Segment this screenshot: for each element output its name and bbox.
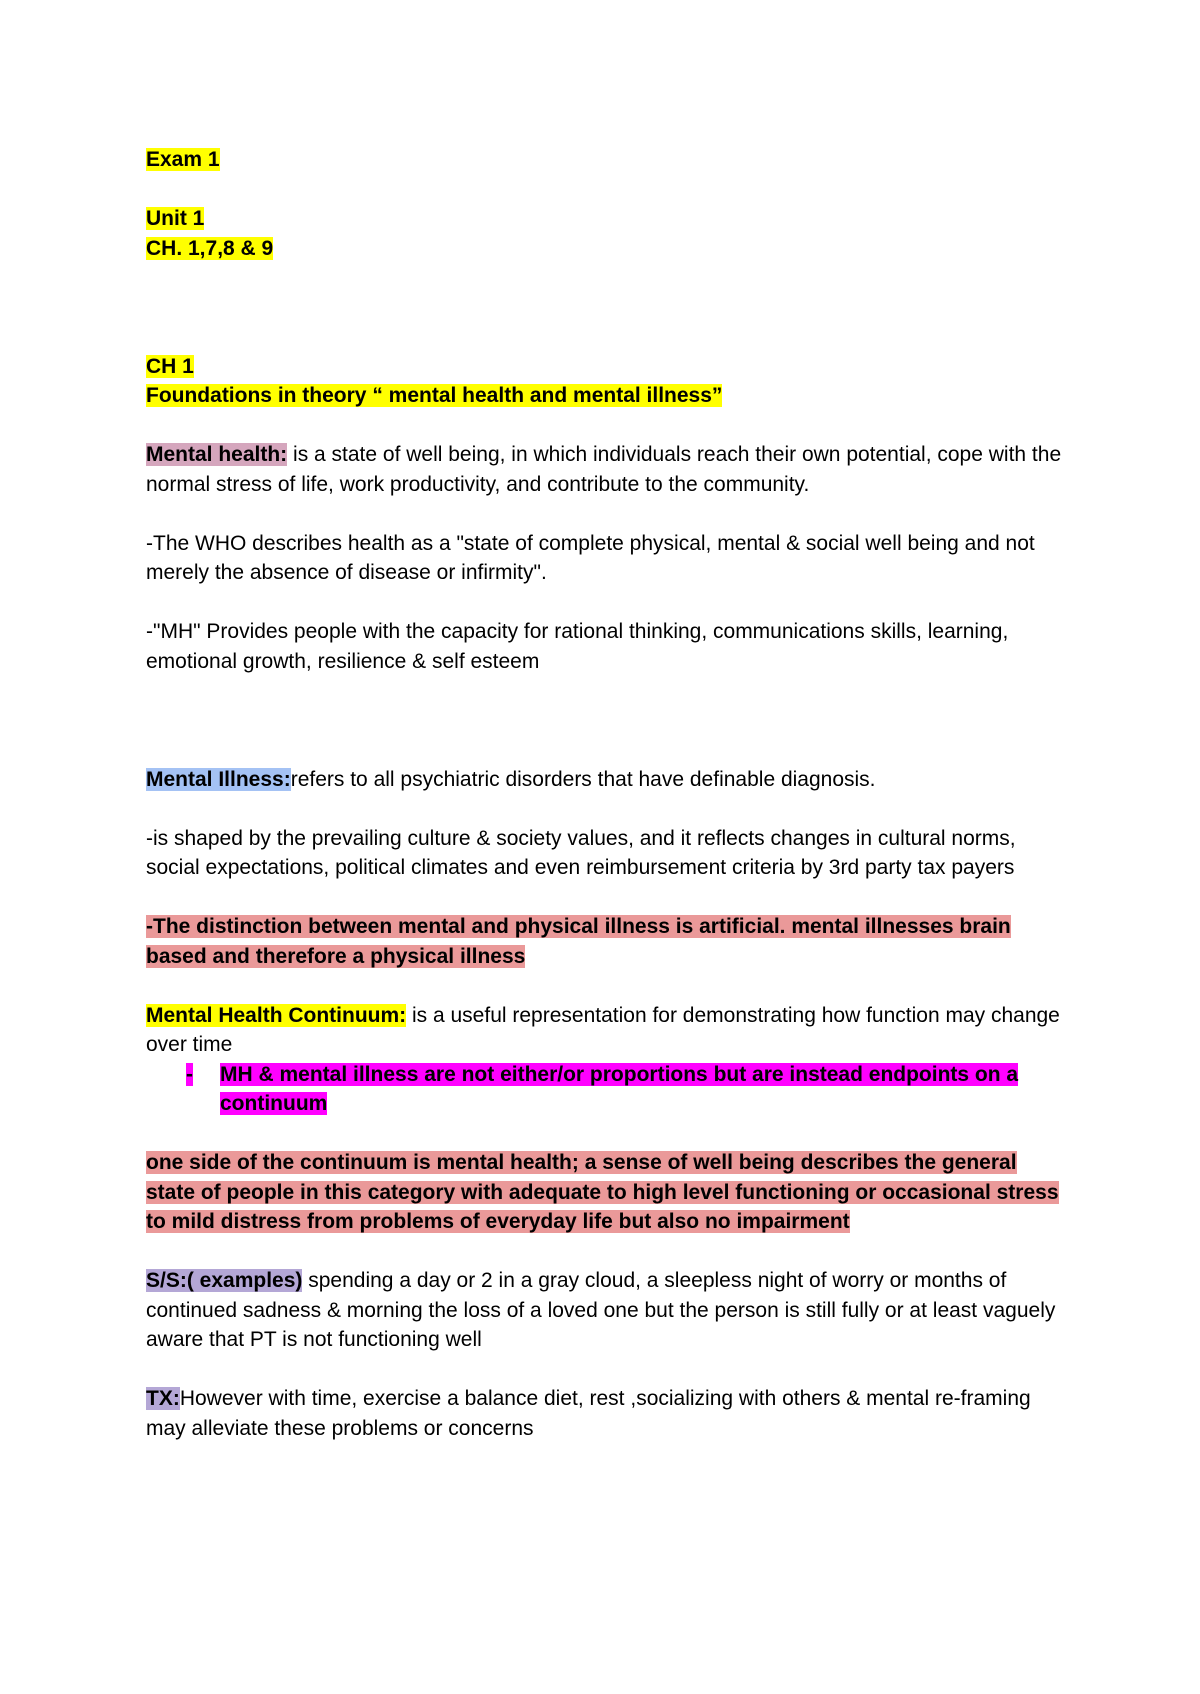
one-side-text: one side of the continuum is mental health; a sense of well being describes the general state of people in this category with adequate to high level functioning or occasional stress to mild distress from problems of everyday life but also no impairment bbox=[146, 1151, 1059, 1233]
bullet-text: MH & mental illness are not either/or proportions but are instead endpoints on a continuum bbox=[220, 1062, 1019, 1115]
mental-illness-term: Mental Illness: bbox=[146, 767, 291, 791]
mental-illness-paragraph bbox=[146, 765, 1066, 795]
mh-provides-paragraph: -"MH" Provides people with the capacity for rational thinking, communications skills, learning, emotional growth, resilience & self esteem bbox=[146, 620, 1009, 673]
continuum-bullet bbox=[146, 1060, 1066, 1119]
unit-heading bbox=[146, 204, 1066, 234]
chapter-subtitle-text: Foundations in theory “ mental health and mental illness” bbox=[146, 384, 723, 407]
ss-paragraph bbox=[146, 1266, 1066, 1355]
tx-term: TX: bbox=[146, 1387, 180, 1410]
who-quote-paragraph: -The WHO describes health as a "state of complete physical, mental & social well being and not merely the absence of disease or infirmity". bbox=[146, 531, 1035, 584]
chapter-heading bbox=[146, 352, 1066, 382]
tx-text: However with time, exercise a balance diet, rest ,socializing with others & mental re-framing may alleviate these problems or concerns bbox=[146, 1387, 1031, 1440]
chapter-subtitle bbox=[146, 381, 1066, 411]
continuum-definition: is a useful representation for demonstrating how function may change over time bbox=[146, 1003, 1060, 1056]
bullet-mark: - bbox=[186, 1062, 193, 1086]
mental-health-paragraph bbox=[146, 440, 1066, 499]
chapters-heading-text: CH. 1,7,8 & 9 bbox=[146, 236, 274, 260]
mental-illness-definition: refers to all psychiatric disorders that have definable diagnosis. bbox=[290, 767, 876, 791]
one-side-paragraph bbox=[146, 1148, 1066, 1237]
shaped-by-paragraph: -is shaped by the prevailing culture & society values, and it reflects changes in cultural norms, social expectations, political climates and even reimbursement criteria by 3rd party tax payers bbox=[146, 826, 1016, 879]
exam-title bbox=[146, 145, 1066, 175]
continuum-paragraph bbox=[146, 1001, 1066, 1060]
mental-health-definition: is a state of well being, in which individuals reach their own potential, cope with the normal stress of life, work productivity, and contribute to the community. bbox=[146, 443, 1062, 496]
continuum-term: Mental Health Continuum: bbox=[146, 1003, 407, 1027]
ss-text: spending a day or 2 in a gray cloud, a sleepless night of worry or months of continued sadness & morning the loss of a loved one but the person is still fully or at least vaguely aware that PT is not functioning well bbox=[146, 1269, 1056, 1351]
distinction-paragraph bbox=[146, 912, 1066, 971]
exam-title-text: Exam 1 bbox=[146, 148, 220, 171]
unit-heading-text: Unit 1 bbox=[146, 207, 205, 230]
tx-paragraph bbox=[146, 1384, 1066, 1443]
chapter-heading-text: CH 1 bbox=[146, 354, 194, 378]
chapters-heading bbox=[146, 234, 1066, 264]
ss-term: S/S:( examples) bbox=[146, 1269, 303, 1292]
distinction-text: -The distinction between mental and physical illness is artificial. mental illnesses brain based and therefore a physical illness bbox=[146, 915, 1011, 968]
document-body bbox=[146, 145, 1066, 1443]
mental-health-term: Mental health: bbox=[146, 443, 288, 466]
